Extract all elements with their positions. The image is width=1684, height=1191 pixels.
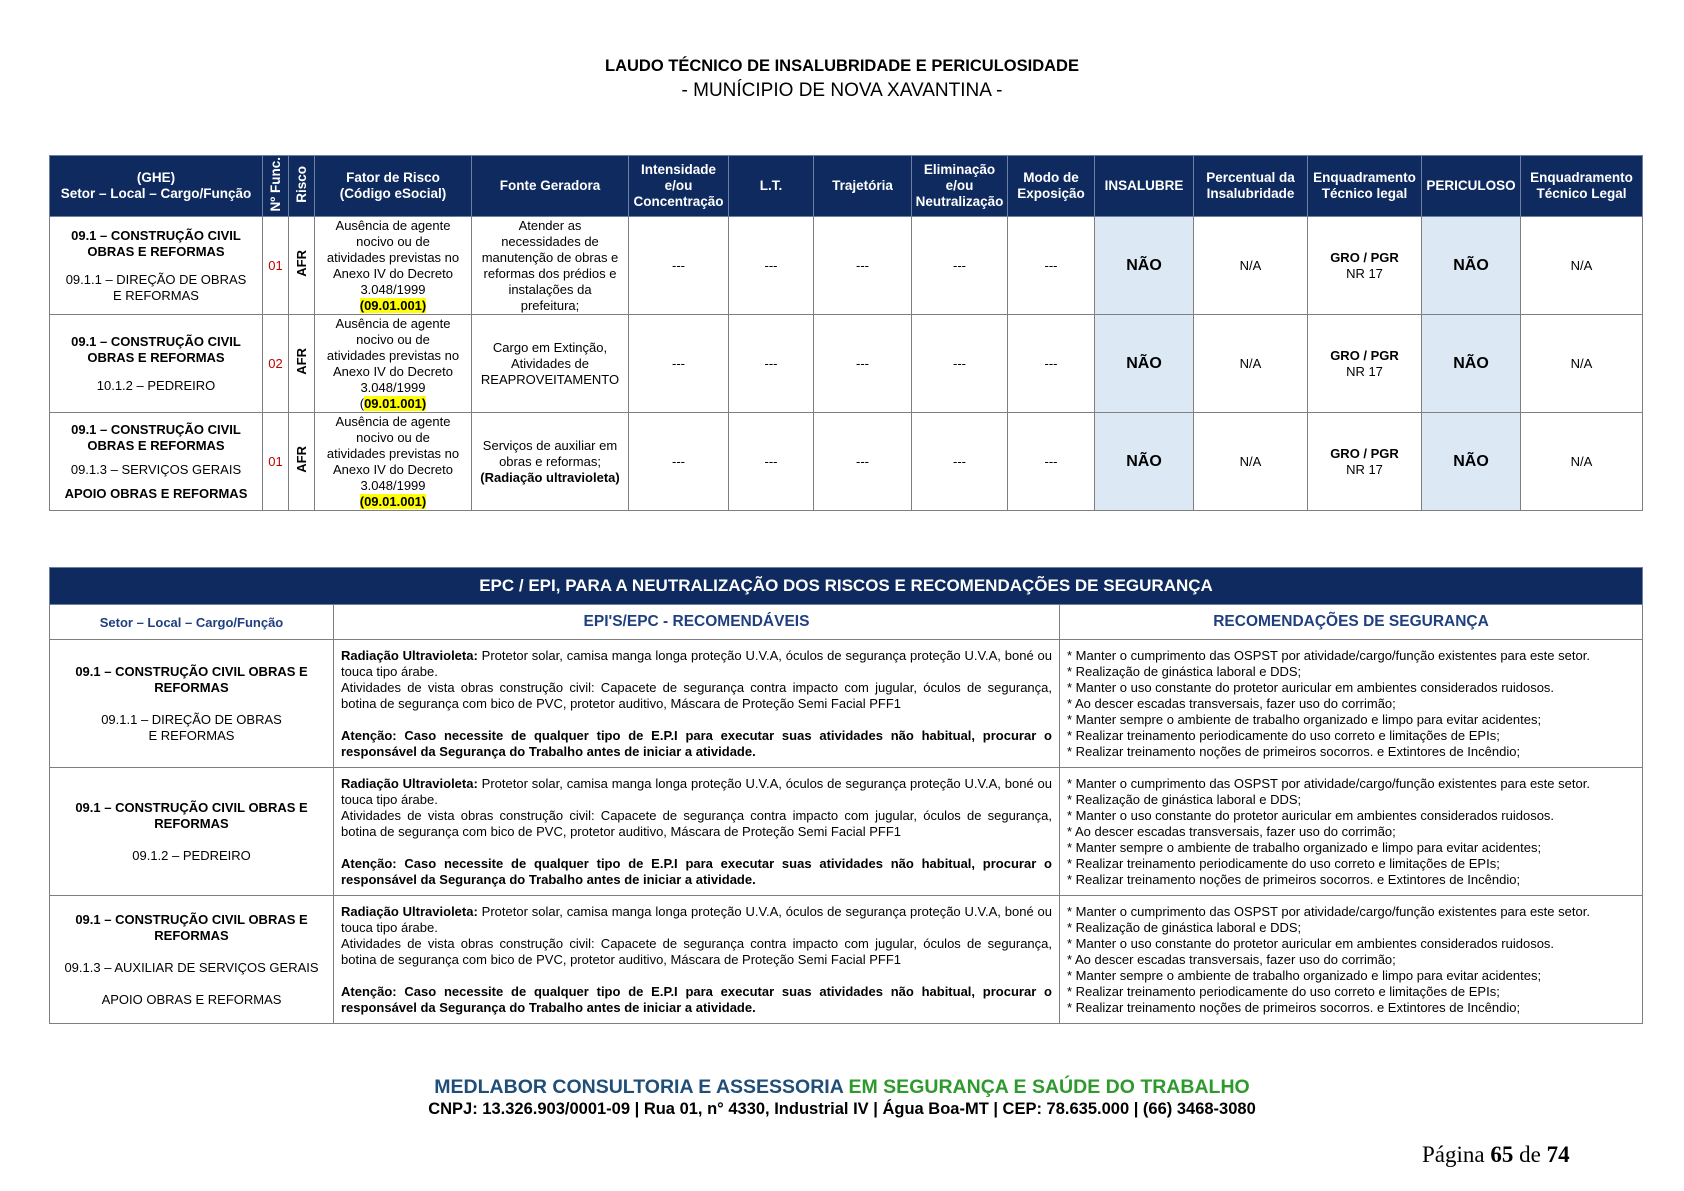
periculoso-cell: NÃO <box>1422 413 1521 511</box>
setor-cell: 09.1 – CONSTRUÇÃO CIVIL OBRAS E REFORMAS 09.1.3 – AUXILIAR DE SERVIÇOS GERAIS APOIO OBRAS E REFORMAS <box>50 896 334 1024</box>
col-enquadramento: Enquadramento Técnico legal <box>1308 156 1422 217</box>
col-risco: Risco <box>289 156 315 217</box>
col-fonte: Fonte Geradora <box>472 156 629 217</box>
risco-cell: AFR <box>289 413 315 511</box>
modo-cell: --- <box>1008 315 1095 413</box>
company-name: MEDLABOR CONSULTORIA E ASSESSORIA EM SEGURANÇA E SAÚDE DO TRABALHO <box>434 1076 1250 1098</box>
trajetoria-cell: --- <box>814 413 912 511</box>
lt-cell: --- <box>729 315 814 413</box>
eliminacao-cell: --- <box>912 217 1008 315</box>
table-row <box>50 896 1643 1024</box>
col-ghe: (GHE) Setor – Local – Cargo/Função <box>50 156 263 217</box>
setor-cell: 09.1 – CONSTRUÇÃO CIVIL OBRAS E REFORMAS 09.1.1 – DIREÇÃO DE OBRAS E REFORMAS <box>50 640 334 768</box>
col-nfunc: Nº Func. <box>263 156 289 217</box>
col-intensidade: Intensidade e/ou Concentração <box>629 156 729 217</box>
table-row <box>50 413 1643 511</box>
percentual-cell: N/A <box>1194 413 1308 511</box>
ghe-cell: 09.1 – CONSTRUÇÃO CIVIL OBRAS E REFORMAS 09.1.1 – DIREÇÃO DE OBRAS E REFORMAS <box>50 217 263 315</box>
epi-table <box>49 567 1643 1024</box>
col-percentual: Percentual da Insalubridade <box>1194 156 1308 217</box>
fonte-cell: Serviços de auxiliar em obras e reformas; (Radiação ultravioleta) <box>472 413 629 511</box>
col-enquadramento-legal: Enquadramento Técnico Legal <box>1521 156 1643 217</box>
fonte-cell: Atender as necessidades de manutenção de obras e reformas dos prédios e instalações da prefeitura; <box>472 217 629 315</box>
epi-table-title: EPC / EPI, PARA A NEUTRALIZAÇÃO DOS RISCOS E RECOMENDAÇÕES DE SEGURANÇA <box>50 568 1643 605</box>
ghe-cell: 09.1 – CONSTRUÇÃO CIVIL OBRAS E REFORMAS 10.1.2 – PEDREIRO <box>50 315 263 413</box>
trajetoria-cell: --- <box>814 217 912 315</box>
percentual-cell: N/A <box>1194 217 1308 315</box>
col-recomendacoes: RECOMENDAÇÕES DE SEGURANÇA <box>1060 605 1643 640</box>
company-address: CNPJ: 13.326.903/0001-09 | Rua 01, n° 4330, Industrial IV | Água Boa-MT | CEP: 78.635.000 | (66) 3468-3080 <box>428 1100 1256 1118</box>
intensidade-cell: --- <box>629 413 729 511</box>
intensidade-cell: --- <box>629 315 729 413</box>
document-title: LAUDO TÉCNICO DE INSALUBRIDADE E PERICULOSIDADE <box>605 57 1079 75</box>
risco-cell: AFR <box>289 315 315 413</box>
enquadramento-cell: GRO / PGR NR 17 <box>1308 217 1422 315</box>
table-row <box>50 640 1643 768</box>
insalubre-cell: NÃO <box>1095 217 1194 315</box>
setor-cell: 09.1 – CONSTRUÇÃO CIVIL OBRAS E REFORMAS 09.1.2 – PEDREIRO <box>50 768 334 896</box>
periculoso-cell: NÃO <box>1422 217 1521 315</box>
trajetoria-cell: --- <box>814 315 912 413</box>
nfunc-cell: 01 <box>263 217 289 315</box>
intensidade-cell: --- <box>629 217 729 315</box>
col-fator: Fator de Risco (Código eSocial) <box>315 156 472 217</box>
col-lt: L.T. <box>729 156 814 217</box>
table-row <box>50 768 1643 896</box>
lt-cell: --- <box>729 217 814 315</box>
enquadramento-legal-cell: N/A <box>1521 413 1643 511</box>
risk-table <box>49 155 1643 511</box>
col-modo: Modo de Exposição <box>1008 156 1095 217</box>
col-insalubre: INSALUBRE <box>1095 156 1194 217</box>
epi-cell: Radiação Ultravioleta: Protetor solar, camisa manga longa proteção U.V.A, óculos de segurança proteção U.V.A, boné ou touca tipo árabe. Atividades de vista obras construção civil: Capacete de segurança contra impacto com jugular, óculos de segurança, botina de segurança com bico de PVC, protetor auditivo, Máscara de Proteção Semi Facial PFF1 Atenção: Caso necessite de qualquer tipo de E.P.I para executar suas atividades não habitual, procurar o responsável da Segurança do Trabalho antes de iniciar a atividade. <box>334 640 1060 768</box>
fonte-cell: Cargo em Extinção, Atividades de REAPROVEITAMENTO <box>472 315 629 413</box>
nfunc-cell: 01 <box>263 413 289 511</box>
fator-cell: Ausência de agente nocivo ou de atividades previstas no Anexo IV do Decreto 3.048/1999 (09.01.001) <box>315 315 472 413</box>
col-periculoso: PERICULOSO <box>1422 156 1521 217</box>
enquadramento-cell: GRO / PGR NR 17 <box>1308 315 1422 413</box>
nfunc-cell: 02 <box>263 315 289 413</box>
insalubre-cell: NÃO <box>1095 315 1194 413</box>
recomendacoes-cell: * Manter o cumprimento das OSPST por atividade/cargo/função existentes para este setor. * Realização de ginástica laboral e DDS; * Manter o uso constante do protetor auricular em ambientes considerados ruidosos. * Ao descer escadas transversais, fazer uso do corrimão; * Manter sempre o ambiente de trabalho organizado e limpo para evitar acidentes; * Realizar treinamento periodicamente do uso correto e limitações de EPIs; * Realizar treinamento noções de primeiros socorros. e Extintores de Incêndio; <box>1060 768 1643 896</box>
lt-cell: --- <box>729 413 814 511</box>
periculoso-cell: NÃO <box>1422 315 1521 413</box>
enquadramento-legal-cell: N/A <box>1521 217 1643 315</box>
fator-cell: Ausência de agente nocivo ou de atividades previstas no Anexo IV do Decreto 3.048/1999 (09.01.001) <box>315 217 472 315</box>
modo-cell: --- <box>1008 413 1095 511</box>
eliminacao-cell: --- <box>912 413 1008 511</box>
page-number: Página 65 de 74 <box>1422 1142 1570 1167</box>
percentual-cell: N/A <box>1194 315 1308 413</box>
insalubre-cell: NÃO <box>1095 413 1194 511</box>
document-subtitle: - MUNÍCIPIO DE NOVA XAVANTINA - <box>681 80 1003 101</box>
eliminacao-cell: --- <box>912 315 1008 413</box>
table-row <box>50 315 1643 413</box>
col-eliminacao: Eliminação e/ou Neutralização <box>912 156 1008 217</box>
ghe-cell: 09.1 – CONSTRUÇÃO CIVIL OBRAS E REFORMAS 09.1.3 – SERVIÇOS GERAIS APOIO OBRAS E REFORMAS <box>50 413 263 511</box>
fator-cell: Ausência de agente nocivo ou de atividades previstas no Anexo IV do Decreto 3.048/1999 (09.01.001) <box>315 413 472 511</box>
col-epi: EPI'S/EPC - RECOMENDÁVEIS <box>334 605 1060 640</box>
epi-cell: Radiação Ultravioleta: Protetor solar, camisa manga longa proteção U.V.A, óculos de segurança proteção U.V.A, boné ou touca tipo árabe. Atividades de vista obras construção civil: Capacete de segurança contra impacto com jugular, óculos de segurança, botina de segurança com bico de PVC, protetor auditivo, Máscara de Proteção Semi Facial PFF1 Atenção: Caso necessite de qualquer tipo de E.P.I para executar suas atividades não habitual, procurar o responsável da Segurança do Trabalho antes de iniciar a atividade. <box>334 896 1060 1024</box>
col-setor: Setor – Local – Cargo/Função <box>50 605 334 640</box>
risco-cell: AFR <box>289 217 315 315</box>
modo-cell: --- <box>1008 217 1095 315</box>
risk-table-header <box>50 156 1643 217</box>
table-row <box>50 217 1643 315</box>
recomendacoes-cell: * Manter o cumprimento das OSPST por atividade/cargo/função existentes para este setor. * Realização de ginástica laboral e DDS; * Manter o uso constante do protetor auricular em ambientes considerados ruidosos. * Ao descer escadas transversais, fazer uso do corrimão; * Manter sempre o ambiente de trabalho organizado e limpo para evitar acidentes; * Realizar treinamento periodicamente do uso correto e limitações de EPIs; * Realizar treinamento noções de primeiros socorros. e Extintores de Incêndio; <box>1060 640 1643 768</box>
col-trajetoria: Trajetória <box>814 156 912 217</box>
enquadramento-legal-cell: N/A <box>1521 315 1643 413</box>
enquadramento-cell: GRO / PGR NR 17 <box>1308 413 1422 511</box>
epi-cell: Radiação Ultravioleta: Protetor solar, camisa manga longa proteção U.V.A, óculos de segurança proteção U.V.A, boné ou touca tipo árabe. Atividades de vista obras construção civil: Capacete de segurança contra impacto com jugular, óculos de segurança, botina de segurança com bico de PVC, protetor auditivo, Máscara de Proteção Semi Facial PFF1 Atenção: Caso necessite de qualquer tipo de E.P.I para executar suas atividades não habitual, procurar o responsável da Segurança do Trabalho antes de iniciar a atividade. <box>334 768 1060 896</box>
recomendacoes-cell: * Manter o cumprimento das OSPST por atividade/cargo/função existentes para este setor. * Realização de ginástica laboral e DDS; * Manter o uso constante do protetor auricular em ambientes considerados ruidosos. * Ao descer escadas transversais, fazer uso do corrimão; * Manter sempre o ambiente de trabalho organizado e limpo para evitar acidentes; * Realizar treinamento periodicamente do uso correto e limitações de EPIs; * Realizar treinamento noções de primeiros socorros. e Extintores de Incêndio; <box>1060 896 1643 1024</box>
